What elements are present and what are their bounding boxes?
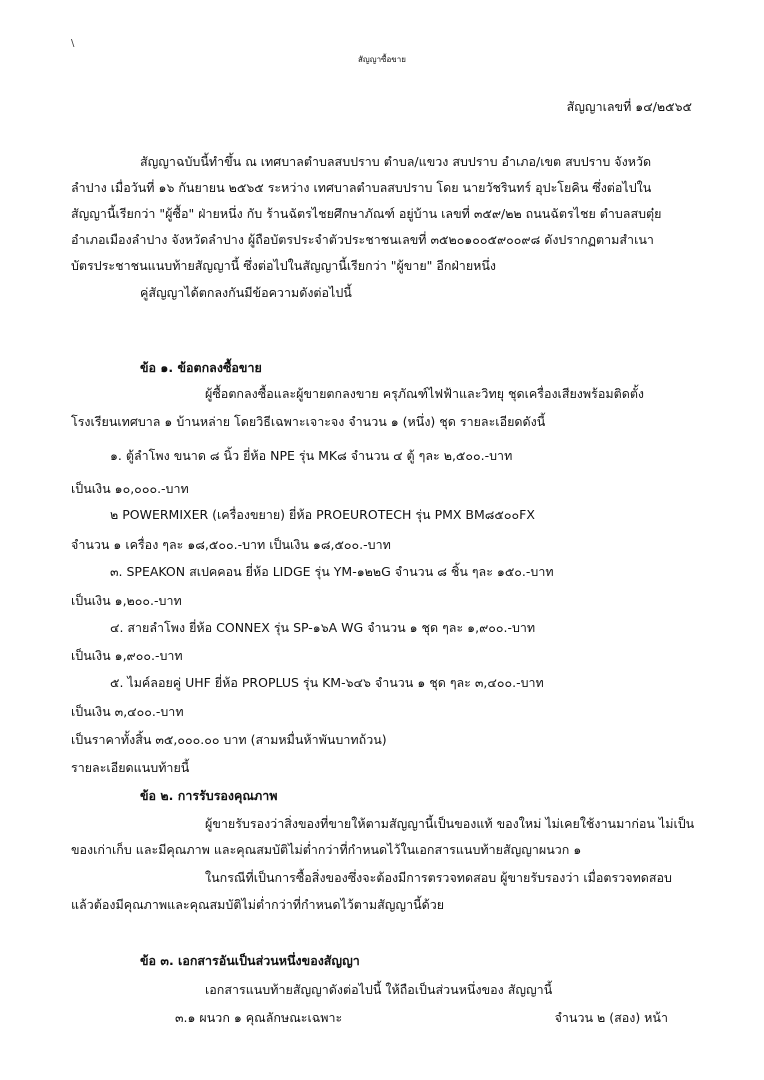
item-amount: เป็นเงิน ๓,๔๐๐.-บาท xyxy=(71,704,184,719)
item-line: ๑. ตู้ลำโพง ขนาด ๘ นิ้ว ยี่ห้อ NPE รุ่น MK๘ จำนวน ๔ ตู้ ๆละ ๒,๕๐๐.-บาท xyxy=(110,448,513,463)
item-line: ๓. SPEAKON สเปคคอน ยี่ห้อ LIDGE รุ่น YM-๑๒๒G จำนวน ๘ ชิ้น ๆละ ๑๕๐.-บาท xyxy=(110,564,554,579)
item-amount: เป็นเงิน ๑,๙๐๐.-บาท xyxy=(71,648,183,663)
preamble-line: สัญญาฉบับนี้ทำขึ้น ณ เทศบาลตำบลสบปราบ ตำบล/แขวง สบปราบ อำเภอ/เขต สบปราบ จังหวัด xyxy=(140,154,652,169)
details-attached: รายละเอียดแนบท้ายนี้ xyxy=(71,760,190,775)
contract-number: สัญญาเลขที่ ๑๔/๒๕๖๕ xyxy=(566,99,692,114)
item-amount: จำนวน ๑ เครื่อง ๆละ ๑๘,๕๐๐.-บาท เป็นเงิน ๑๘,๕๐๐.-บาท xyxy=(71,537,391,552)
clause-2-line: ในกรณีที่เป็นการซื้อสิ่งของซึ่งจะต้องมีการตรวจทดสอบ ผู้ขายรับรองว่า เมื่อตรวจทดสอบ xyxy=(205,870,672,885)
clause-2-heading: ข้อ ๒. การรับรองคุณภาพ xyxy=(140,788,278,803)
item-line: ๒ POWERMIXER (เครื่องขยาย) ยี่ห้อ PROEUROTECH รุ่น PMX BM๘๕๐๐FX xyxy=(110,507,535,522)
preamble-line: คู่สัญญาได้ตกลงกันมีข้อความดังต่อไปนี้ xyxy=(140,285,352,300)
clause-1-intro: โรงเรียนเทศบาล ๑ บ้านหล่าย โดยวิธีเฉพาะเจาะจง จำนวน ๑ (หนึ่ง) ชุด รายละเอียดดังนี้ xyxy=(71,414,546,429)
item-amount: เป็นเงิน ๑,๒๐๐.-บาท xyxy=(71,593,182,608)
clause-1-heading: ข้อ ๑. ข้อตกลงซื้อขาย xyxy=(140,360,262,375)
item-line: ๕. ไมค์ลอยคู่ UHF ยี่ห้อ PROPLUS รุ่น KM-๖๔๖ จำนวน ๑ ชุด ๆละ ๓,๔๐๐.-บาท xyxy=(110,675,544,690)
clause-3-heading: ข้อ ๓. เอกสารอันเป็นส่วนหนึ่งของสัญญา xyxy=(140,953,360,968)
preamble-line: บัตรประชาชนแนบท้ายสัญญานี้ ซึ่งต่อไปในสัญญานี้เรียกว่า "ผู้ขาย" อีกฝ่ายหนึ่ง xyxy=(71,258,497,273)
document-title: สัญญาซื้อขาย xyxy=(358,55,406,64)
annex-pages: จำนวน ๒ (สอง) หน้า xyxy=(554,1010,668,1025)
total-price: เป็นราคาทั้งสิ้น ๓๕,๐๐๐.๐๐ บาท (สามหมื่นห้าพันบาทถ้วน) xyxy=(71,732,387,747)
clause-2-line: ผู้ขายรับรองว่าสิ่งของที่ขายให้ตามสัญญานี้เป็นของแท้ ของใหม่ ไม่เคยใช้งานมาก่อน ไม่เป็น xyxy=(205,816,695,831)
item-amount: เป็นเงิน ๑๐,๐๐๐.-บาท xyxy=(71,481,189,496)
clause-1-intro: ผู้ซื้อตกลงซื้อและผู้ขายตกลงขาย ครุภัณฑ์ไฟฟ้าและวิทยุ ชุดเครื่องเสียงพร้อมติดตั้ง xyxy=(205,386,645,401)
preamble-line: ลำปาง เมื่อวันที่ ๑๖ กันยายน ๒๕๖๕ ระหว่าง เทศบาลตำบลสบปราบ โดย นายวัชรินทร์ อุปะโยคิน ซึ่งต่อไปใน xyxy=(71,180,652,195)
clause-2-line: ของเก่าเก็บ และมีคุณภาพ และคุณสมบัติไม่ต่ำกว่าที่กำหนดไว้ในเอกสารแนบท้ายสัญญาผนวก ๑ xyxy=(71,842,582,857)
clause-2-line: แล้วต้องมีคุณภาพและคุณสมบัติไม่ต่ำกว่าที่กำหนดไว้ตามสัญญานี้ด้วย xyxy=(71,897,445,912)
item-line: ๔. สายลำโพง ยี่ห้อ CONNEX รุ่น SP-๑๖A WG จำนวน ๑ ชุด ๆละ ๑,๙๐๐.-บาท xyxy=(110,620,536,635)
preamble-line: สัญญานี้เรียกว่า "ผู้ซื้อ" ฝ่ายหนึ่ง กับ ร้านฉัตรไชยศึกษาภัณฑ์ อยู่บ้าน เลขที่ ๓๕๙/๒๒ ถนนฉัตรไชย ตำบลสบตุ๋ย xyxy=(71,206,662,221)
margin-mark: \ xyxy=(71,38,75,49)
clause-3-intro: เอกสารแนบท้ายสัญญาดังต่อไปนี้ ให้ถือเป็นส่วนหนึ่งของ สัญญานี้ xyxy=(205,982,553,997)
annex-label: ๓.๑ ผนวก ๑ คุณลักษณะเฉพาะ xyxy=(175,1010,343,1025)
preamble-line: อำเภอเมืองลำปาง จังหวัดลำปาง ผู้ถือบัตรประจำตัวประชาชนเลขที่ ๓๕๒๐๑๐๐๕๙๐๐๙๘ ดังปรากฏตามสำเนา xyxy=(71,232,654,247)
